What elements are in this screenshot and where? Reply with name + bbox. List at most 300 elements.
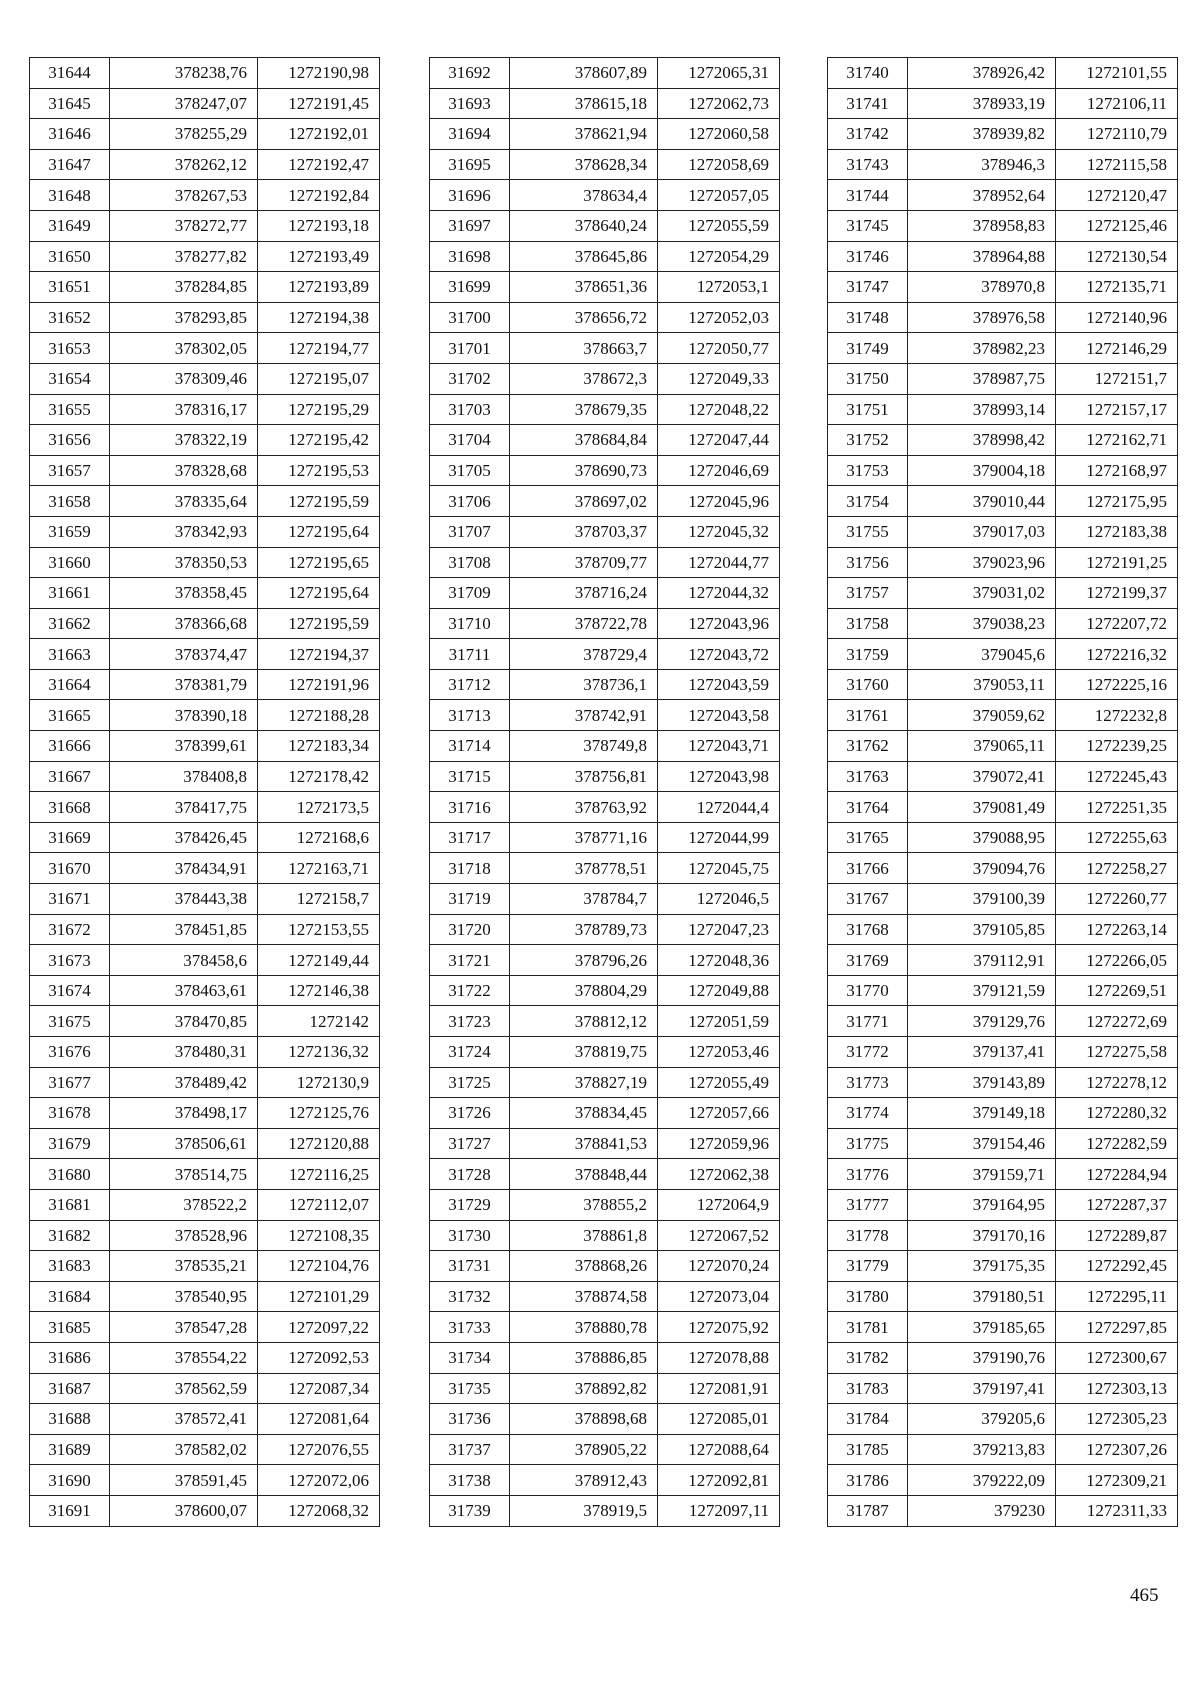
point-number-cell: 31701 xyxy=(430,333,510,364)
x-coordinate-cell: 378778,51 xyxy=(510,853,658,884)
table-row xyxy=(30,1098,380,1129)
x-coordinate-cell: 379081,49 xyxy=(908,792,1056,823)
point-number-cell: 31734 xyxy=(430,1342,510,1373)
y-coordinate-cell: 1272225,16 xyxy=(1056,669,1178,700)
x-coordinate-cell: 379149,18 xyxy=(908,1098,1056,1129)
table-row xyxy=(30,1189,380,1220)
y-coordinate-cell: 1272272,69 xyxy=(1056,1006,1178,1037)
table-row xyxy=(30,58,380,89)
table-row xyxy=(828,700,1178,731)
x-coordinate-cell: 378716,24 xyxy=(510,578,658,609)
point-number-cell: 31679 xyxy=(30,1128,110,1159)
y-coordinate-cell: 1272045,96 xyxy=(658,486,780,517)
point-number-cell: 31716 xyxy=(430,792,510,823)
y-coordinate-cell: 1272269,51 xyxy=(1056,975,1178,1006)
x-coordinate-cell: 378547,28 xyxy=(110,1312,258,1343)
table-row xyxy=(430,516,780,547)
x-coordinate-cell: 378861,8 xyxy=(510,1220,658,1251)
table-row xyxy=(30,394,380,425)
point-number-cell: 31723 xyxy=(430,1006,510,1037)
x-coordinate-cell: 379205,6 xyxy=(908,1404,1056,1435)
y-coordinate-cell: 1272178,42 xyxy=(258,761,380,792)
point-number-cell: 31668 xyxy=(30,792,110,823)
table-row xyxy=(828,333,1178,364)
y-coordinate-cell: 1272125,76 xyxy=(258,1098,380,1129)
x-coordinate-cell: 378607,89 xyxy=(510,58,658,89)
point-number-cell: 31704 xyxy=(430,425,510,456)
point-number-cell: 31711 xyxy=(430,639,510,670)
point-number-cell: 31749 xyxy=(828,333,908,364)
point-number-cell: 31787 xyxy=(828,1495,908,1526)
point-number-cell: 31774 xyxy=(828,1098,908,1129)
x-coordinate-cell: 378722,78 xyxy=(510,608,658,639)
point-number-cell: 31707 xyxy=(430,516,510,547)
point-number-cell: 31766 xyxy=(828,853,908,884)
x-coordinate-cell: 378374,47 xyxy=(110,639,258,670)
y-coordinate-cell: 1272120,47 xyxy=(1056,180,1178,211)
y-coordinate-cell: 1272295,11 xyxy=(1056,1281,1178,1312)
x-coordinate-cell: 378390,18 xyxy=(110,700,258,731)
y-coordinate-cell: 1272054,29 xyxy=(658,241,780,272)
y-coordinate-cell: 1272064,9 xyxy=(658,1189,780,1220)
y-coordinate-cell: 1272136,32 xyxy=(258,1037,380,1068)
x-coordinate-cell: 378634,4 xyxy=(510,180,658,211)
y-coordinate-cell: 1272062,73 xyxy=(658,88,780,119)
point-number-cell: 31708 xyxy=(430,547,510,578)
point-number-cell: 31751 xyxy=(828,394,908,425)
table-row xyxy=(828,425,1178,456)
y-coordinate-cell: 1272280,32 xyxy=(1056,1098,1178,1129)
x-coordinate-cell: 378789,73 xyxy=(510,914,658,945)
x-coordinate-cell: 378277,82 xyxy=(110,241,258,272)
point-number-cell: 31697 xyxy=(430,210,510,241)
y-coordinate-cell: 1272157,17 xyxy=(1056,394,1178,425)
point-number-cell: 31698 xyxy=(430,241,510,272)
point-number-cell: 31778 xyxy=(828,1220,908,1251)
point-number-cell: 31665 xyxy=(30,700,110,731)
table-row xyxy=(30,1373,380,1404)
y-coordinate-cell: 1272043,72 xyxy=(658,639,780,670)
point-number-cell: 31760 xyxy=(828,669,908,700)
point-number-cell: 31692 xyxy=(430,58,510,89)
x-coordinate-cell: 378827,19 xyxy=(510,1067,658,1098)
table-row xyxy=(828,1342,1178,1373)
x-coordinate-cell: 378498,17 xyxy=(110,1098,258,1129)
y-coordinate-cell: 1272168,97 xyxy=(1056,455,1178,486)
table-row xyxy=(30,1342,380,1373)
table-row xyxy=(828,1495,1178,1526)
point-number-cell: 31685 xyxy=(30,1312,110,1343)
y-coordinate-cell: 1272045,32 xyxy=(658,516,780,547)
table-row xyxy=(430,88,780,119)
table-row xyxy=(430,1128,780,1159)
y-coordinate-cell: 1272081,64 xyxy=(258,1404,380,1435)
point-number-cell: 31693 xyxy=(430,88,510,119)
point-number-cell: 31717 xyxy=(430,822,510,853)
y-coordinate-cell: 1272193,49 xyxy=(258,241,380,272)
table-row xyxy=(828,914,1178,945)
x-coordinate-cell: 379154,46 xyxy=(908,1128,1056,1159)
table-row xyxy=(430,486,780,517)
point-number-cell: 31725 xyxy=(430,1067,510,1098)
table-row xyxy=(828,180,1178,211)
y-coordinate-cell: 1272195,53 xyxy=(258,455,380,486)
y-coordinate-cell: 1272191,96 xyxy=(258,669,380,700)
point-number-cell: 31745 xyxy=(828,210,908,241)
point-number-cell: 31672 xyxy=(30,914,110,945)
x-coordinate-cell: 378535,21 xyxy=(110,1251,258,1282)
y-coordinate-cell: 1272260,77 xyxy=(1056,884,1178,915)
table-row xyxy=(430,1342,780,1373)
point-number-cell: 31666 xyxy=(30,731,110,762)
point-number-cell: 31755 xyxy=(828,516,908,547)
y-coordinate-cell: 1272284,94 xyxy=(1056,1159,1178,1190)
x-coordinate-cell: 378672,3 xyxy=(510,363,658,394)
y-coordinate-cell: 1272195,64 xyxy=(258,578,380,609)
table-row xyxy=(30,578,380,609)
x-coordinate-cell: 378736,1 xyxy=(510,669,658,700)
table-row xyxy=(30,149,380,180)
point-number-cell: 31663 xyxy=(30,639,110,670)
x-coordinate-cell: 378408,8 xyxy=(110,761,258,792)
point-number-cell: 31657 xyxy=(30,455,110,486)
point-number-cell: 31737 xyxy=(430,1434,510,1465)
point-number-cell: 31678 xyxy=(30,1098,110,1129)
point-number-cell: 31752 xyxy=(828,425,908,456)
point-number-cell: 31721 xyxy=(430,945,510,976)
point-number-cell: 31744 xyxy=(828,180,908,211)
point-number-cell: 31654 xyxy=(30,363,110,394)
point-number-cell: 31735 xyxy=(430,1373,510,1404)
y-coordinate-cell: 1272140,96 xyxy=(1056,302,1178,333)
x-coordinate-cell: 378886,85 xyxy=(510,1342,658,1373)
table-row xyxy=(430,1281,780,1312)
point-number-cell: 31733 xyxy=(430,1312,510,1343)
x-coordinate-cell: 379137,41 xyxy=(908,1037,1056,1068)
y-coordinate-cell: 1272044,32 xyxy=(658,578,780,609)
table-row xyxy=(30,210,380,241)
x-coordinate-cell: 378976,58 xyxy=(908,302,1056,333)
table-row xyxy=(828,822,1178,853)
table-row xyxy=(30,455,380,486)
y-coordinate-cell: 1272239,25 xyxy=(1056,731,1178,762)
point-number-cell: 31763 xyxy=(828,761,908,792)
table-row xyxy=(30,516,380,547)
y-coordinate-cell: 1272195,42 xyxy=(258,425,380,456)
y-coordinate-cell: 1272120,88 xyxy=(258,1128,380,1159)
x-coordinate-cell: 378868,26 xyxy=(510,1251,658,1282)
y-coordinate-cell: 1272085,01 xyxy=(658,1404,780,1435)
point-number-cell: 31718 xyxy=(430,853,510,884)
table-row xyxy=(828,302,1178,333)
point-number-cell: 31769 xyxy=(828,945,908,976)
point-number-cell: 31673 xyxy=(30,945,110,976)
y-coordinate-cell: 1272255,63 xyxy=(1056,822,1178,853)
y-coordinate-cell: 1272043,96 xyxy=(658,608,780,639)
y-coordinate-cell: 1272195,59 xyxy=(258,608,380,639)
y-coordinate-cell: 1272110,79 xyxy=(1056,119,1178,150)
table-row xyxy=(30,1067,380,1098)
y-coordinate-cell: 1272153,55 xyxy=(258,914,380,945)
x-coordinate-cell: 379059,62 xyxy=(908,700,1056,731)
y-coordinate-cell: 1272073,04 xyxy=(658,1281,780,1312)
point-number-cell: 31664 xyxy=(30,669,110,700)
point-number-cell: 31764 xyxy=(828,792,908,823)
y-coordinate-cell: 1272192,84 xyxy=(258,180,380,211)
x-coordinate-cell: 378880,78 xyxy=(510,1312,658,1343)
point-number-cell: 31722 xyxy=(430,975,510,1006)
x-coordinate-cell: 378939,82 xyxy=(908,119,1056,150)
table-row xyxy=(30,486,380,517)
point-number-cell: 31714 xyxy=(430,731,510,762)
point-number-cell: 31676 xyxy=(30,1037,110,1068)
table-row xyxy=(828,1006,1178,1037)
x-coordinate-cell: 378898,68 xyxy=(510,1404,658,1435)
x-coordinate-cell: 378458,6 xyxy=(110,945,258,976)
y-coordinate-cell: 1272195,64 xyxy=(258,516,380,547)
point-number-cell: 31671 xyxy=(30,884,110,915)
x-coordinate-cell: 378335,64 xyxy=(110,486,258,517)
point-number-cell: 31750 xyxy=(828,363,908,394)
y-coordinate-cell: 1272092,81 xyxy=(658,1465,780,1496)
x-coordinate-cell: 379100,39 xyxy=(908,884,1056,915)
point-number-cell: 31726 xyxy=(430,1098,510,1129)
y-coordinate-cell: 1272115,58 xyxy=(1056,149,1178,180)
table-row xyxy=(828,853,1178,884)
x-coordinate-cell: 378819,75 xyxy=(510,1037,658,1068)
point-number-cell: 31684 xyxy=(30,1281,110,1312)
table-row xyxy=(828,1404,1178,1435)
x-coordinate-cell: 378926,42 xyxy=(908,58,1056,89)
point-number-cell: 31713 xyxy=(430,700,510,731)
x-coordinate-cell: 379017,03 xyxy=(908,516,1056,547)
y-coordinate-cell: 1272043,71 xyxy=(658,731,780,762)
y-coordinate-cell: 1272266,05 xyxy=(1056,945,1178,976)
point-number-cell: 31680 xyxy=(30,1159,110,1190)
x-coordinate-cell: 378742,91 xyxy=(510,700,658,731)
x-coordinate-cell: 379045,6 xyxy=(908,639,1056,670)
x-coordinate-cell: 378554,22 xyxy=(110,1342,258,1373)
table-row xyxy=(828,272,1178,303)
y-coordinate-cell: 1272149,44 xyxy=(258,945,380,976)
point-number-cell: 31669 xyxy=(30,822,110,853)
x-coordinate-cell: 378267,53 xyxy=(110,180,258,211)
coordinate-table-3 xyxy=(827,57,1178,1527)
y-coordinate-cell: 1272289,87 xyxy=(1056,1220,1178,1251)
point-number-cell: 31727 xyxy=(430,1128,510,1159)
point-number-cell: 31720 xyxy=(430,914,510,945)
table-row xyxy=(30,639,380,670)
x-coordinate-cell: 378262,12 xyxy=(110,149,258,180)
x-coordinate-cell: 378358,45 xyxy=(110,578,258,609)
point-number-cell: 31768 xyxy=(828,914,908,945)
y-coordinate-cell: 1272300,67 xyxy=(1056,1342,1178,1373)
table-row xyxy=(30,792,380,823)
x-coordinate-cell: 378480,31 xyxy=(110,1037,258,1068)
x-coordinate-cell: 378470,85 xyxy=(110,1006,258,1037)
point-number-cell: 31756 xyxy=(828,547,908,578)
y-coordinate-cell: 1272142 xyxy=(258,1006,380,1037)
point-number-cell: 31759 xyxy=(828,639,908,670)
point-number-cell: 31783 xyxy=(828,1373,908,1404)
x-coordinate-cell: 378328,68 xyxy=(110,455,258,486)
point-number-cell: 31728 xyxy=(430,1159,510,1190)
x-coordinate-cell: 378892,82 xyxy=(510,1373,658,1404)
point-number-cell: 31670 xyxy=(30,853,110,884)
point-number-cell: 31702 xyxy=(430,363,510,394)
y-coordinate-cell: 1272043,58 xyxy=(658,700,780,731)
point-number-cell: 31779 xyxy=(828,1251,908,1282)
point-number-cell: 31696 xyxy=(430,180,510,211)
point-number-cell: 31765 xyxy=(828,822,908,853)
point-number-cell: 31762 xyxy=(828,731,908,762)
table-row xyxy=(30,241,380,272)
coordinate-table-2 xyxy=(429,57,780,1527)
x-coordinate-cell: 378463,61 xyxy=(110,975,258,1006)
table-row xyxy=(430,945,780,976)
y-coordinate-cell: 1272044,77 xyxy=(658,547,780,578)
y-coordinate-cell: 1272049,33 xyxy=(658,363,780,394)
point-number-cell: 31699 xyxy=(430,272,510,303)
x-coordinate-cell: 378417,75 xyxy=(110,792,258,823)
y-coordinate-cell: 1272053,46 xyxy=(658,1037,780,1068)
point-number-cell: 31747 xyxy=(828,272,908,303)
table-row xyxy=(30,1159,380,1190)
point-number-cell: 31689 xyxy=(30,1434,110,1465)
x-coordinate-cell: 379088,95 xyxy=(908,822,1056,853)
table-row xyxy=(828,792,1178,823)
table-row xyxy=(828,1434,1178,1465)
x-coordinate-cell: 378834,45 xyxy=(510,1098,658,1129)
y-coordinate-cell: 1272151,7 xyxy=(1056,363,1178,394)
y-coordinate-cell: 1272216,32 xyxy=(1056,639,1178,670)
y-coordinate-cell: 1272049,88 xyxy=(658,975,780,1006)
x-coordinate-cell: 378958,83 xyxy=(908,210,1056,241)
point-number-cell: 31777 xyxy=(828,1189,908,1220)
point-number-cell: 31782 xyxy=(828,1342,908,1373)
x-coordinate-cell: 378582,02 xyxy=(110,1434,258,1465)
point-number-cell: 31651 xyxy=(30,272,110,303)
y-coordinate-cell: 1272068,32 xyxy=(258,1495,380,1526)
table-row xyxy=(430,608,780,639)
table-row xyxy=(828,1159,1178,1190)
table-row xyxy=(430,241,780,272)
table-row xyxy=(828,516,1178,547)
table-row xyxy=(828,119,1178,150)
table-row xyxy=(828,58,1178,89)
x-coordinate-cell: 379197,41 xyxy=(908,1373,1056,1404)
y-coordinate-cell: 1272087,34 xyxy=(258,1373,380,1404)
point-number-cell: 31682 xyxy=(30,1220,110,1251)
x-coordinate-cell: 378993,14 xyxy=(908,394,1056,425)
table-row xyxy=(430,1434,780,1465)
y-coordinate-cell: 1272194,77 xyxy=(258,333,380,364)
y-coordinate-cell: 1272195,29 xyxy=(258,394,380,425)
point-number-cell: 31739 xyxy=(430,1495,510,1526)
x-coordinate-cell: 378841,53 xyxy=(510,1128,658,1159)
table-row xyxy=(828,639,1178,670)
y-coordinate-cell: 1272193,18 xyxy=(258,210,380,241)
y-coordinate-cell: 1272046,69 xyxy=(658,455,780,486)
y-coordinate-cell: 1272303,13 xyxy=(1056,1373,1178,1404)
x-coordinate-cell: 378600,07 xyxy=(110,1495,258,1526)
x-coordinate-cell: 378703,37 xyxy=(510,516,658,547)
x-coordinate-cell: 378322,19 xyxy=(110,425,258,456)
table-row xyxy=(430,58,780,89)
table-row xyxy=(30,547,380,578)
y-coordinate-cell: 1272309,21 xyxy=(1056,1465,1178,1496)
y-coordinate-cell: 1272047,23 xyxy=(658,914,780,945)
point-number-cell: 31687 xyxy=(30,1373,110,1404)
x-coordinate-cell: 378952,64 xyxy=(908,180,1056,211)
y-coordinate-cell: 1272043,59 xyxy=(658,669,780,700)
x-coordinate-cell: 378615,18 xyxy=(510,88,658,119)
table-row xyxy=(30,180,380,211)
y-coordinate-cell: 1272307,26 xyxy=(1056,1434,1178,1465)
x-coordinate-cell: 379185,65 xyxy=(908,1312,1056,1343)
table-row xyxy=(430,1037,780,1068)
x-coordinate-cell: 379129,76 xyxy=(908,1006,1056,1037)
y-coordinate-cell: 1272097,22 xyxy=(258,1312,380,1343)
y-coordinate-cell: 1272292,45 xyxy=(1056,1251,1178,1282)
table-row xyxy=(30,669,380,700)
y-coordinate-cell: 1272287,37 xyxy=(1056,1189,1178,1220)
table-row xyxy=(30,731,380,762)
table-row xyxy=(828,578,1178,609)
table-row xyxy=(430,884,780,915)
y-coordinate-cell: 1272065,31 xyxy=(658,58,780,89)
x-coordinate-cell: 378946,3 xyxy=(908,149,1056,180)
x-coordinate-cell: 378709,77 xyxy=(510,547,658,578)
y-coordinate-cell: 1272195,59 xyxy=(258,486,380,517)
table-row xyxy=(430,333,780,364)
point-number-cell: 31757 xyxy=(828,578,908,609)
table-row xyxy=(30,333,380,364)
point-number-cell: 31652 xyxy=(30,302,110,333)
table-row xyxy=(30,1495,380,1526)
y-coordinate-cell: 1272258,27 xyxy=(1056,853,1178,884)
page-number: 465 xyxy=(1130,1585,1159,1606)
point-number-cell: 31688 xyxy=(30,1404,110,1435)
y-coordinate-cell: 1272059,96 xyxy=(658,1128,780,1159)
point-number-cell: 31746 xyxy=(828,241,908,272)
x-coordinate-cell: 378628,34 xyxy=(510,149,658,180)
point-number-cell: 31770 xyxy=(828,975,908,1006)
x-coordinate-cell: 378749,8 xyxy=(510,731,658,762)
table-row xyxy=(30,945,380,976)
x-coordinate-cell: 378729,4 xyxy=(510,639,658,670)
x-coordinate-cell: 379230 xyxy=(908,1495,1056,1526)
point-number-cell: 31650 xyxy=(30,241,110,272)
table-row xyxy=(828,1312,1178,1343)
x-coordinate-cell: 378690,73 xyxy=(510,455,658,486)
point-number-cell: 31731 xyxy=(430,1251,510,1282)
x-coordinate-cell: 378255,29 xyxy=(110,119,258,150)
y-coordinate-cell: 1272058,69 xyxy=(658,149,780,180)
table-row xyxy=(430,731,780,762)
point-number-cell: 31677 xyxy=(30,1067,110,1098)
point-number-cell: 31719 xyxy=(430,884,510,915)
table-row xyxy=(30,1281,380,1312)
point-number-cell: 31712 xyxy=(430,669,510,700)
table-row xyxy=(30,1465,380,1496)
table-row xyxy=(30,1251,380,1282)
x-coordinate-cell: 378562,59 xyxy=(110,1373,258,1404)
x-coordinate-cell: 378621,94 xyxy=(510,119,658,150)
point-number-cell: 31646 xyxy=(30,119,110,150)
table-row xyxy=(828,884,1178,915)
table-row xyxy=(30,975,380,1006)
